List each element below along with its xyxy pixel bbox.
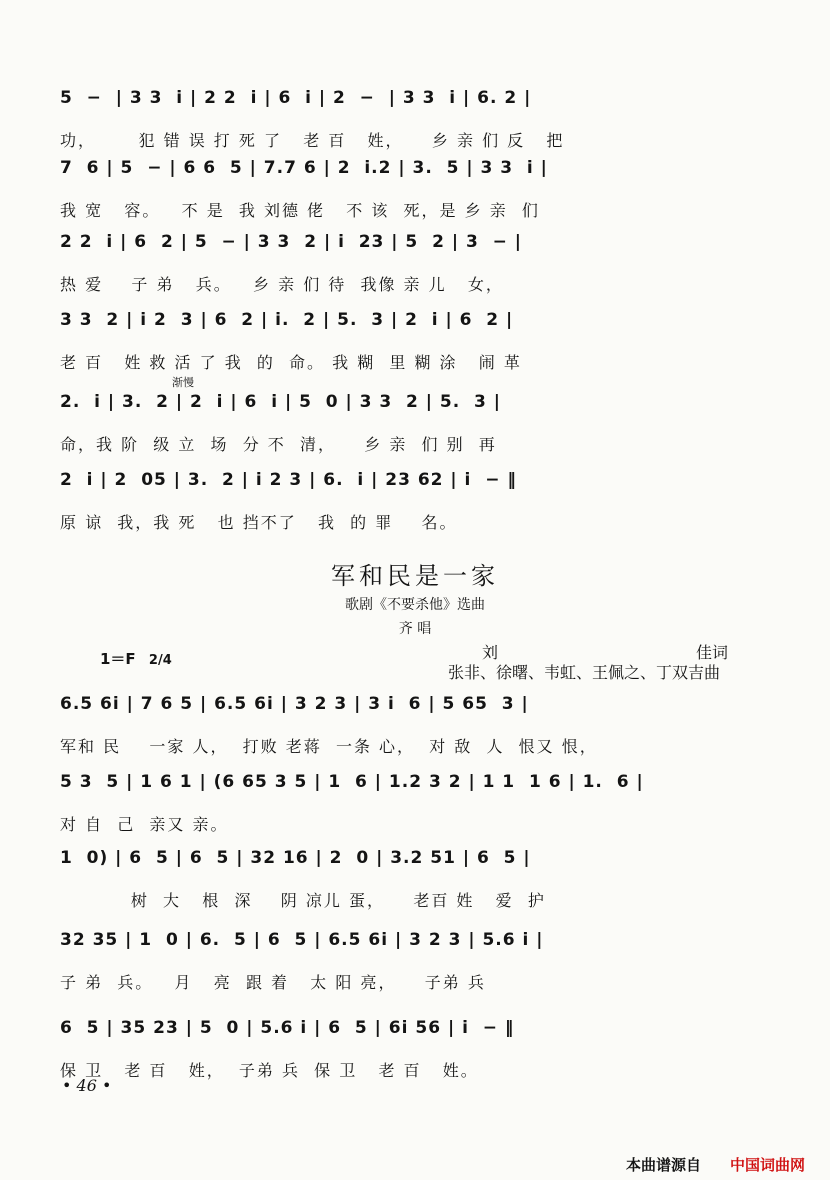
notation-line: 2 i | 2 05 | 3. 2 | i 2 3 | 6. i | 23 62 | i − ‖ [60,470,517,490]
song2-system-2 [60,772,780,838]
notation-line: 6 5 | 35 23 | 5 0 | 5.6 i | 6 5 | 6i 56 | i − ‖ [60,1018,515,1038]
song-subtitle: 歌剧《不要杀他》选曲 [345,597,485,613]
lyrics-line: 老 百 姓 救 活 了 我 的 命。 我 糊 里 糊 涂 闹 革 [60,353,522,372]
song1-system-4 [60,310,780,376]
time-signature: 2/4 [148,653,172,668]
song1-system-1 [60,88,780,154]
notation-line: 3 3 2 | i 2 3 | 6 2 | i. 2 | 5. 3 | 2 i | 6 2 | [60,310,514,330]
lyrics-line: 对 自 己 亲又 亲。 [60,815,229,834]
notation-line: 6.5 6i | 7 6 5 | 6.5 6i | 3 2 3 | 3 i 6 | 5 65 3 | [60,694,529,714]
lyricist-credit: 佳词 [696,643,729,662]
song2-system-3 [60,848,780,914]
source-label: 本曲谱源自 [626,1156,702,1174]
lyricist-name: 刘 [482,643,499,662]
performance-type: 齐 唱 [398,621,432,637]
notation-line: 32 35 | 1 0 | 6. 5 | 6 5 | 6.5 6i | 3 2 3 | 5.6 i | [60,930,544,950]
page-number: • 46 • [62,1076,112,1095]
notation-line: 7 6 | 5 − | 6 6 5 | 7.7 6 | 2 i.2 | 3. 5 | 3 3 i | [60,158,548,178]
lyrics-line: 原 谅 我，我 死 也 挡不了 我 的 罪 名。 [60,513,458,532]
lyrics-line: 热 爱 子 弟 兵。 乡 亲 们 待 我像 亲 儿 女， [60,275,504,294]
song-title: 军和民是一家 [331,562,499,590]
lyrics-line: 命，我 阶 级 立 场 分 不 清， 乡 亲 们 别 再 [60,435,497,454]
site-link[interactable]: 中国词曲网 [730,1156,806,1174]
notation-line: 5 3 5 | 1 6 1 | (6 65 3 5 | 1 6 | 1.2 3 2 | 1 1 1 6 | 1. 6 | [60,772,644,792]
song2-system-5 [60,1018,780,1084]
notation-line: 5 − | 3 3 i | 2 2 i | 6 i | 2 − | 3 3 i | 6. 2 | [60,88,532,108]
lyrics-line: 子 弟 兵。 月 亮 跟 着 太 阳 亮， 子弟 兵 [60,973,486,992]
lyrics-line: 军和 民 一家 人， 打败 老蒋 一条 心， 对 敌 人 恨又 恨， [60,737,598,756]
lyrics-line: 树 大 根 深 阴 凉儿 蛋， 老百 姓 爱 护 [60,891,546,910]
song1-system-2 [60,158,780,224]
lyrics-line: 功， 犯 错 误 打 死 了 老 百 姓， 乡 亲 们 反 把 [60,131,565,150]
notation-line: 1 0) | 6 5 | 6 5 | 32 16 | 2 0 | 3.2 51 | 6 5 | [60,848,531,868]
song1-system-6 [60,470,780,536]
lyrics-line: 我 宽 容。 不 是 我 刘德 佬 不 该 死，是 乡 亲 们 [60,201,540,220]
tempo-marking: 渐慢 [172,376,194,389]
key-label: 1＝F [100,650,136,668]
lyrics-line: 保 卫 老 百 姓， 子弟 兵 保 卫 老 百 姓。 [60,1061,479,1080]
composer-credit: 张非、徐曙、韦虹、王佩之、丁双吉曲 [448,663,721,682]
song2-system-4 [60,930,780,996]
song1-system-3 [60,232,780,298]
key-signature [100,648,172,669]
notation-line: 2 2 i | 6 2 | 5 − | 3 3 2 | i 23 | 5 2 | 3 − | [60,232,523,252]
song1-system-5 [60,392,780,458]
song2-system-1 [60,694,780,760]
notation-line: 2. i | 3. 2 | 2 i | 6 i | 5 0 | 3 3 2 | 5. 3 | [60,392,501,412]
